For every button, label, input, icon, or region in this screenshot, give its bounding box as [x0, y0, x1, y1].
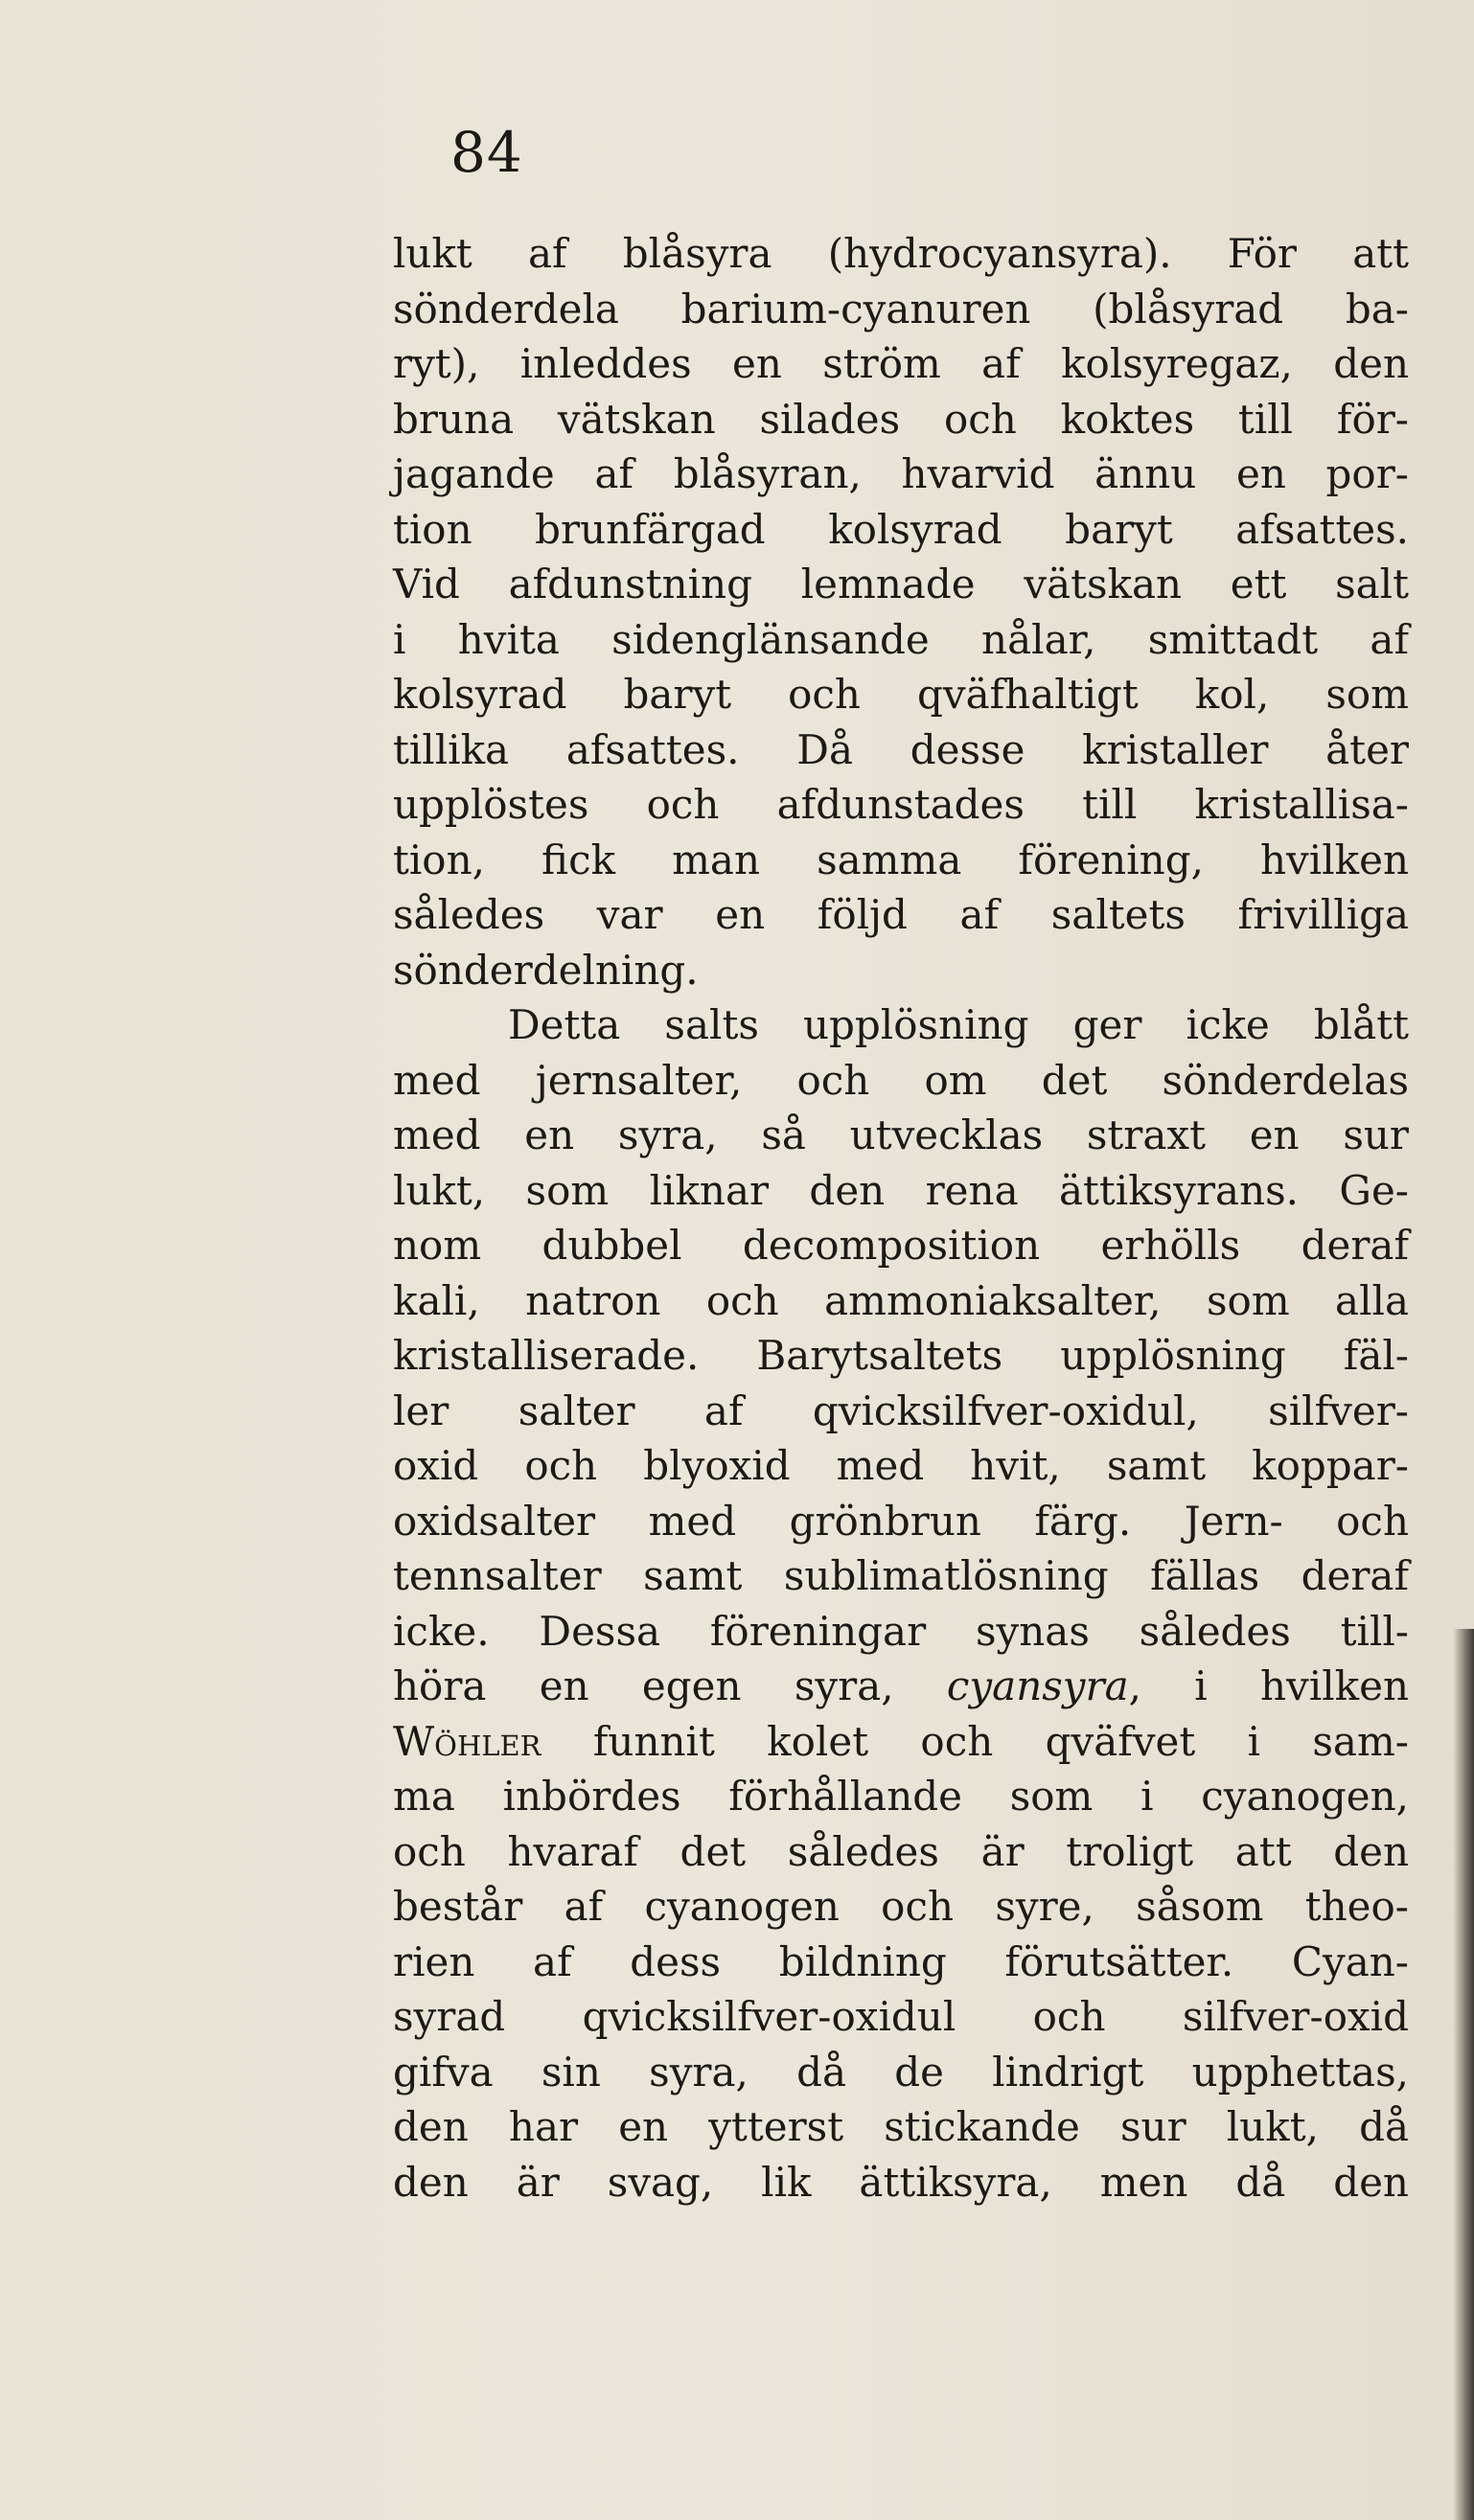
text-line: ma inbördes förhållande som i cyanogen, — [393, 1773, 1409, 1820]
text-line: ler salter af qvicksilfver-oxidul, silfver- — [393, 1386, 1409, 1434]
text-line: ryt), inleddes en ström af kolsyregaz, den — [393, 340, 1409, 387]
text-line: oxid och blyoxid med hvit, samt koppar- — [393, 1442, 1409, 1489]
text-line: den är svag, lik ättiksyra, men då den — [393, 2158, 1409, 2206]
text-line: lukt af blåsyra (hydrocyansyra). För att — [393, 230, 1409, 277]
text-line: kristalliserade. Barytsaltets upplösning fäl- — [393, 1332, 1409, 1379]
text-line: upplöstes och afdunstades till kristallisa- — [393, 781, 1409, 828]
text-fragment: höra en egen syra, — [393, 1662, 894, 1709]
text-line: tion, fick man samma förening, hvilken — [393, 836, 1409, 883]
text-line: lukt, som liknar den rena ättiksyrans. Ge- — [393, 1166, 1409, 1214]
text-line: i hvita sidenglänsande nålar, smittadt af — [393, 615, 1409, 663]
text-line — [393, 1659, 1409, 1714]
text-fragment: , i hvilken — [1128, 1662, 1410, 1709]
text-line: således var en följd af saltets frivilliga — [393, 891, 1409, 938]
text-line — [393, 1714, 1409, 1770]
text-line: sönderdela barium-cyanuren (blåsyrad ba- — [393, 285, 1409, 332]
text-line: Vid afdunstning lemnade vätskan ett salt — [393, 561, 1409, 607]
text-line: bruna vätskan silades och koktes till för- — [393, 395, 1409, 443]
page-number: 84 — [450, 120, 523, 185]
text-line: syrad qvicksilfver-oxidul och silfver-oxid — [393, 1993, 1409, 2040]
text-line: tion brunfärgad kolsyrad baryt afsattes. — [393, 505, 1409, 553]
text-fragment: funnit kolet och qväfvet i sam- — [592, 1717, 1409, 1765]
body-text — [393, 226, 1409, 2210]
italic-term: cyansyra — [946, 1662, 1129, 1709]
text-line: kali, natron och ammoniaksalter, som alla — [393, 1276, 1409, 1324]
text-line: och hvaraf det således är troligt att den — [393, 1827, 1409, 1875]
text-line: tillika afsattes. Då desse kristaller åter — [393, 725, 1409, 773]
text-line: nom dubbel decomposition erhölls deraf — [393, 1222, 1409, 1269]
text-line: rien af dess bildning förutsätter. Cyan- — [393, 1937, 1409, 1985]
text-line: med en syra, så utvecklas straxt en sur — [393, 1111, 1409, 1158]
text-line: sönderdelning. — [393, 946, 699, 994]
text-line: består af cyanogen och syre, såsom theo- — [393, 1883, 1409, 1930]
text-line: icke. Dessa föreningar synas således till- — [393, 1607, 1409, 1655]
text-line: oxidsalter med grönbrun färg. Jern- och — [393, 1497, 1409, 1545]
text-line: den har en ytterst stickande sur lukt, då — [393, 2103, 1409, 2150]
text-line-paragraph-start: Detta salts upplösning ger icke blått — [508, 1001, 1409, 1048]
text-line: gifva sin syra, då de lindrigt upphettas, — [393, 2048, 1409, 2096]
page-edge-shadow — [1453, 1629, 1474, 2520]
text-line: tennsalter samt sublimatlösning fällas deraf — [393, 1552, 1409, 1599]
text-line: med jernsalter, och om det sönderdelas — [393, 1056, 1409, 1104]
text-line: jagande af blåsyran, hvarvid ännu en por- — [393, 450, 1409, 497]
text-line: kolsyrad baryt och qväfhaltigt kol, som — [393, 671, 1409, 718]
author-name: Wöhler — [393, 1717, 541, 1765]
